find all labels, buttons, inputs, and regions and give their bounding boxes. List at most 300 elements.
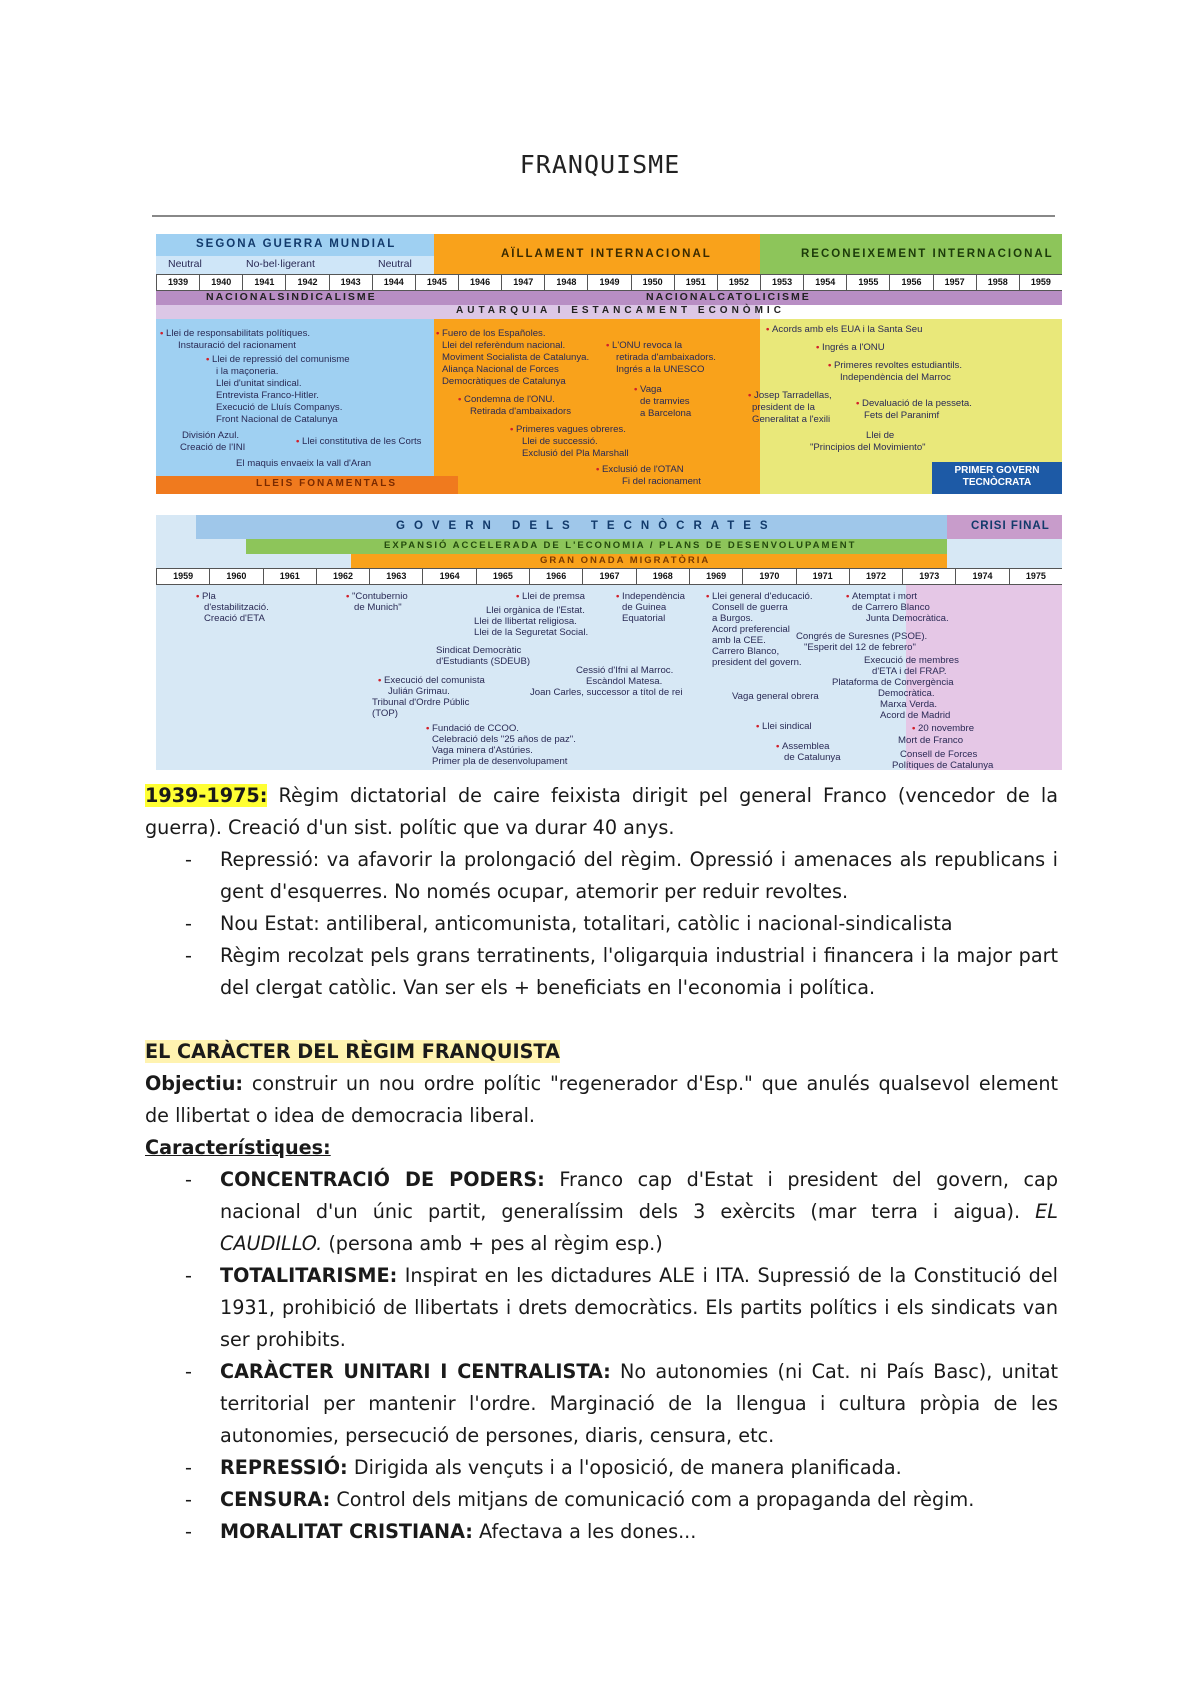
timeline-event: [216, 366, 278, 378]
timeline-event-text: Llei sindical: [762, 721, 812, 732]
timeline-event: [182, 430, 239, 442]
timeline-event: [236, 458, 371, 470]
timeline-event-text: Llei general d'educació.: [712, 591, 813, 602]
timeline-event: [852, 602, 930, 614]
timeline-event-text: Primer pla de desenvolupament: [432, 756, 568, 767]
timeline-event-text: Junta Democràtica.: [866, 613, 949, 624]
timeline-1939-1959: [156, 234, 1062, 494]
intro-bullet-1: - Repressió: va afavorir la prolongació del règim. Opressió i amenaces als republicans i gent d'esquerres. No només ocupar, atemorir per reduir revoltes.: [185, 848, 1058, 903]
timeline-event: [486, 605, 585, 617]
timeline-event: [732, 691, 819, 703]
timeline-event-text: Execució de membres: [864, 655, 959, 666]
timeline-event-text: Llei de llibertat religiosa.: [474, 616, 577, 627]
timeline-event: [436, 328, 546, 340]
timeline-event-text: d'ETA i del FRAP.: [872, 666, 947, 677]
timeline-event: [178, 340, 296, 352]
year-1944: 1944: [372, 274, 416, 291]
timeline-event: [776, 741, 830, 753]
timeline-event-text: Fuero de los Españoles.: [442, 328, 546, 339]
timeline-event: [206, 354, 350, 366]
timeline-event: [432, 734, 576, 746]
onada-label: GRAN ONADA MIGRATÒRIA: [540, 555, 711, 566]
timeline-event-text: Primeres vagues obreres.: [516, 424, 626, 435]
timeline-event-text: d'Estudiants (SDEUB): [436, 656, 531, 667]
timeline-event-text: Joan Carles, successor a títol de rei: [530, 687, 683, 698]
ww2-neutral-2: Neutral: [378, 258, 412, 270]
caract-item-4-label: REPRESSIÓ:: [220, 1456, 348, 1479]
timeline-event: [474, 616, 577, 628]
title-divider: [152, 215, 1055, 217]
timeline-event-text: Vaga minera d'Astúries.: [432, 745, 533, 756]
timeline-event: [864, 410, 939, 422]
bullet-icon: •: [816, 342, 823, 353]
timeline-event-text: Acord de Madrid: [880, 710, 951, 721]
timeline-event: [522, 436, 598, 448]
timeline-event-text: Aliança Nacional de Forces: [442, 364, 559, 375]
timeline-event-text: Ingrés a la UNESCO: [616, 364, 705, 375]
timeline-event-text: president de la: [752, 402, 815, 413]
timeline-event-text: Cessió d'Ifni al Marroc.: [576, 665, 674, 676]
timeline-event: [616, 591, 685, 603]
caract-item-1: - CONCENTRACIÓ DE PODERS: Franco cap d'Estat i president del govern, cap nacional d'un únic partit, generalíssim dels 3 exèrcits (mar terra i aigua). EL CAUDILLO. (persona amb + pes al règim esp.): [185, 1168, 1058, 1255]
bullet-icon: •: [828, 360, 835, 371]
year-1970: 1970: [742, 568, 796, 585]
timeline-event: [856, 398, 972, 410]
year-1941: 1941: [242, 274, 286, 291]
bullet-icon: •: [516, 591, 523, 602]
timeline-event: [912, 723, 974, 735]
timeline-event-text: División Azul.: [182, 430, 240, 441]
timeline-event-text: Democràtica.: [878, 688, 935, 699]
timeline-event-text: Creació d'ETA: [204, 613, 265, 624]
timeline-event: [828, 360, 962, 372]
year-1964: 1964: [422, 568, 476, 585]
timeline-event: [840, 372, 951, 384]
timeline-event-text: Pla: [202, 591, 216, 602]
bullet-icon: •: [616, 591, 623, 602]
timeline-event: [706, 591, 813, 603]
timeline-event: [878, 688, 935, 700]
ww2-neutral-1: Neutral: [168, 258, 202, 270]
year-1954: 1954: [803, 274, 847, 291]
caract-item-6-text: Afectava a les dones...: [472, 1520, 697, 1543]
year-1952: 1952: [717, 274, 761, 291]
year-1947: 1947: [501, 274, 545, 291]
year-1975: 1975: [1009, 568, 1062, 585]
primer-govern-label: PRIMER GOVERN TECNÒCRATA: [954, 465, 1040, 488]
caract-label: Característiques:: [145, 1136, 331, 1159]
timeline-event-text: Atemptat i mort: [852, 591, 918, 602]
year-1961: 1961: [263, 568, 317, 585]
timeline-event-text: Independència del Marroc: [840, 372, 951, 383]
timeline-event: [872, 666, 947, 678]
timeline-event: [622, 476, 701, 488]
year-1949: 1949: [587, 274, 631, 291]
timeline-event-text: Llei de responsabilitats polítiques.: [166, 328, 311, 339]
timeline-event: [354, 602, 402, 614]
timeline-event-text: Carrero Blanco,: [712, 646, 780, 657]
timeline-event-text: Sindicat Democràtic: [436, 645, 522, 656]
timeline-event: [866, 613, 949, 625]
timeline-event-text: El maquis envaeix la vall d'Aran: [236, 458, 372, 469]
bullet-icon: •: [776, 741, 783, 752]
crisi-label: CRISI FINAL: [971, 520, 1050, 532]
year-1967: 1967: [582, 568, 636, 585]
caract-item-2-text: Inspirat en les dictadures ALE i ITA. Supressió de la Constitució del 1931, prohibició de llibertats i drets democràtics. Els partits polítics i els sindicats van ser prohibits.: [220, 1264, 1058, 1351]
bullet-icon: •: [606, 340, 613, 351]
intro-bullet-2-text: Nou Estat: antiliberal, anticomunista, totalitari, catòlic i nacional-sindicalista: [220, 912, 953, 935]
timeline-event: [204, 602, 269, 614]
timeline-event: [752, 414, 830, 426]
timeline-event-text: Instauració del racionament: [178, 340, 296, 351]
year-1946: 1946: [458, 274, 502, 291]
timeline-event: [816, 342, 885, 354]
caracter-heading: EL CARÀCTER DEL RÈGIM FRANQUISTA: [145, 1040, 560, 1063]
timeline-event: [522, 448, 629, 460]
timeline-event-text: de Catalunya: [784, 752, 841, 763]
timeline-event-text: Llei de: [866, 430, 895, 441]
timeline-event: [712, 602, 788, 614]
timeline-event: [866, 430, 894, 442]
period-recognition-label: RECONEIXEMENT INTERNACIONAL: [801, 248, 1054, 260]
timeline-event-text: Independència: [622, 591, 685, 602]
timeline-event: [426, 723, 519, 735]
timeline-event: [474, 627, 588, 639]
timeline-event: [372, 697, 469, 709]
timeline-event: [216, 402, 342, 414]
timeline-event: [470, 406, 571, 418]
autarky-label: AUTARQUIA I ESTANCAMENT ECONÒMIC: [456, 305, 785, 316]
timeline-event-text: Primeres revoltes estudiantils.: [834, 360, 962, 371]
objectiu-paragraph: [145, 1068, 1058, 1132]
timeline-event: [530, 687, 683, 699]
timeline-event-text: Vaga general obrera: [732, 691, 819, 702]
timeline-event: [880, 710, 950, 722]
timeline-event-text: Plataforma de Convergència: [832, 677, 954, 688]
caract-label-line: [145, 1132, 1058, 1164]
bullet-icon: •: [346, 591, 353, 602]
timeline-event-text: Condemna de l'ONU.: [464, 394, 555, 405]
timeline-event-text: a Burgos.: [712, 613, 754, 624]
timeline-event-text: Creació de l'INI: [180, 442, 246, 453]
intro-bullet-1-text: Repressió: va afavorir la prolongació del règim. Opressió i amenaces als republicans i gent d'esquerres. No només ocupar, atemorir per reduir revoltes.: [220, 848, 1058, 903]
timeline-event: [204, 613, 265, 625]
year-1959: 1959: [1019, 274, 1062, 291]
timeline-event-text: "Contubernio: [352, 591, 408, 602]
timeline-event: [216, 378, 302, 390]
intro-bullet-2: - Nou Estat: antiliberal, anticomunista, totalitari, catòlic i nacional-sindicalista: [185, 912, 953, 935]
timeline-event: [810, 442, 926, 454]
timeline-event-text: de tramvies: [640, 396, 690, 407]
timeline-event-text: Mort de Franco: [898, 735, 964, 746]
year-1939: 1939: [156, 274, 200, 291]
bullet-icon: •: [634, 384, 641, 395]
intro-paragraph: [145, 780, 1058, 844]
timeline-event-text: Assemblea: [782, 741, 830, 752]
timeline-event-text: Acords amb els EUA i la Santa Seu: [772, 324, 923, 335]
timeline-event: [216, 414, 338, 426]
caract-item-1-text: Franco cap d'Estat i president del govern, cap nacional d'un únic partit, generalíssim dels 3 exèrcits (mar terra i aigua).: [220, 1168, 1058, 1223]
timeline-event: [712, 657, 802, 669]
year-axis-2: [156, 568, 1062, 585]
caract-item-5: - CENSURA: Control dels mitjans de comunicació com a propaganda del règim.: [185, 1488, 975, 1511]
timeline-event-text: Llei d'unitat sindical.: [216, 378, 302, 389]
timeline-event: [436, 656, 530, 668]
timeline-event-text: Ingrés a l'ONU: [822, 342, 885, 353]
bullet-icon: •: [510, 424, 517, 435]
bullet-icon: •: [296, 436, 303, 447]
timeline-event-text: Llei del referèndum nacional.: [442, 340, 566, 351]
timeline-event-text: Julián Grimau.: [388, 686, 450, 697]
timeline-event: [880, 699, 937, 711]
timeline-event: [442, 376, 566, 388]
timeline-event: [432, 756, 567, 768]
timeline-event: [436, 645, 521, 657]
timeline-event: [796, 631, 927, 643]
caract-item-1-label: CONCENTRACIÓ DE PODERS:: [220, 1168, 545, 1191]
timeline-event: [510, 424, 626, 436]
timeline-event: [712, 624, 790, 636]
timeline-event-text: (TOP): [372, 708, 398, 719]
timeline-event-text: Consell de Forces: [900, 749, 978, 760]
objectiu-text: construir un nou ordre polític "regenerador d'Esp." que anulés qualsevol element de llibertat o idea de democracia liberal.: [145, 1072, 1058, 1127]
timeline-event: [756, 721, 812, 733]
year-1950: 1950: [631, 274, 675, 291]
bullet-icon: •: [856, 398, 863, 409]
bullet-icon: •: [206, 354, 213, 365]
caracter-heading-line: [145, 1036, 1058, 1068]
bullet-icon: •: [748, 390, 755, 401]
timeline-event-text: Vaga: [640, 384, 662, 395]
timeline-event-text: Marxa Verda.: [880, 699, 938, 710]
bullet-icon: •: [436, 328, 443, 339]
timeline-event-text: president del govern.: [712, 657, 802, 668]
intro-bullet-3: - Règim recolzat pels grans terratinents, l'oligarquia industrial i financera i la major part del clergat catòlic. Van ser els + beneficiats en l'economia i política.: [185, 944, 1058, 999]
timeline-event: [576, 665, 673, 677]
timeline-event-text: Democràtiques de Catalunya: [442, 376, 566, 387]
bullet-icon: •: [426, 723, 433, 734]
timeline-event-text: L'ONU revoca la: [612, 340, 683, 351]
timeline-event-text: Fundació de CCOO.: [432, 723, 519, 734]
timeline-event-text: i la maçoneria.: [216, 366, 279, 377]
page-title: FRANQUISME: [519, 150, 681, 179]
govern-label: GOVERN DELS TECNÒCRATES: [396, 520, 777, 532]
bullet-icon: •: [706, 591, 713, 602]
timeline-event-text: de Munich": [354, 602, 402, 613]
timeline-event-text: a Barcelona: [640, 408, 692, 419]
timeline-event-text: Retirada d'ambaixadors: [470, 406, 572, 417]
period-isolation-label: AÏLLAMENT INTERNACIONAL: [501, 248, 712, 260]
timeline-event: [378, 675, 485, 687]
timeline-event: [160, 328, 310, 340]
timeline-event: [622, 613, 665, 625]
timeline-event: [900, 749, 977, 761]
leis-label: LLEIS FONAMENTALS: [256, 478, 398, 489]
timeline-event: [622, 602, 666, 614]
caract-item-1-italic: EL CAUDILLO.: [220, 1200, 1058, 1255]
timeline-event: [296, 436, 421, 448]
timeline-event-text: Exclusió del Pla Marshall: [522, 448, 629, 459]
timeline-event: [442, 364, 559, 376]
timeline-event: [712, 635, 766, 647]
year-1948: 1948: [544, 274, 588, 291]
caract-item-2: - TOTALITARISME: Inspirat en les dictadures ALE i ITA. Supressió de la Constitució del 1931, prohibició de llibertats i drets democràtics. Els partits polítics i els sindicats van ser prohibits.: [185, 1264, 1058, 1351]
caract-item-6-label: MORALITAT CRISTIANA:: [220, 1520, 473, 1543]
year-1956: 1956: [889, 274, 933, 291]
timeline-event: [712, 613, 753, 625]
year-1963: 1963: [369, 568, 423, 585]
year-1953: 1953: [760, 274, 804, 291]
bullet-icon: •: [458, 394, 465, 405]
bullet-icon: •: [596, 464, 603, 475]
caract-item-6: - MORALITAT CRISTIANA: Afectava a les dones...: [185, 1520, 697, 1543]
year-1955: 1955: [846, 274, 890, 291]
timeline-event-text: Moviment Socialista de Catalunya.: [442, 352, 590, 363]
timeline-event: [784, 752, 841, 764]
timeline-event-text: Llei de successió.: [522, 436, 598, 447]
caract-item-1-tail: (persona amb + pes al règim esp.): [322, 1232, 663, 1255]
ideology-nc-label: NACIONALCATOLICISME: [646, 291, 811, 303]
timeline-event-text: d'estabilització.: [204, 602, 269, 613]
intro-section: [145, 780, 1058, 1548]
year-1966: 1966: [529, 568, 583, 585]
year-1974: 1974: [955, 568, 1009, 585]
year-1968: 1968: [636, 568, 690, 585]
timeline-event: [196, 591, 216, 603]
timeline-event: [458, 394, 555, 406]
year-1951: 1951: [674, 274, 718, 291]
year-1973: 1973: [902, 568, 956, 585]
caract-item-2-label: TOTALITARISME:: [220, 1264, 398, 1287]
timeline-event-text: Josep Tarradellas,: [754, 390, 832, 401]
timeline-event-text: Polítiques de Catalunya: [892, 760, 994, 770]
timeline-event-text: amb la CEE.: [712, 635, 766, 646]
timeline-event-text: Llei de repressió del comunisme: [212, 354, 350, 365]
objectiu-label: Objectiu:: [145, 1072, 244, 1095]
timeline-event: [516, 591, 585, 603]
timeline-event-text: Consell de guerra: [712, 602, 788, 613]
timeline-event-text: Execució del comunista: [384, 675, 485, 686]
year-1942: 1942: [285, 274, 329, 291]
timeline-event-text: Fi del racionament: [622, 476, 701, 487]
timeline-1959-1975: [156, 515, 1062, 770]
caract-item-3-text: No autonomies (ni Cat. ni País Basc), unitat territorial per mantenir l'ordre. Marginació de la llengua i cultura pròpia de les autonomies, persecució de persones, diaris, censura, etc.: [220, 1360, 1059, 1447]
period-ww2-label: SEGONA GUERRA MUNDIAL: [196, 238, 397, 250]
expansio-label: EXPANSIÓ ACCELERADA DE L'ECONOMIA / PLANS DE DESENVOLUPAMENT: [384, 540, 857, 551]
timeline-event-text: Escàndol Matesa.: [586, 676, 663, 687]
timeline-event: [864, 655, 959, 667]
year-1960: 1960: [209, 568, 263, 585]
timeline-event-text: Llei de premsa: [522, 591, 585, 602]
year-1943: 1943: [329, 274, 373, 291]
year-1945: 1945: [415, 274, 459, 291]
timeline-event: [432, 745, 533, 757]
caract-item-4: - REPRESSIÓ: Dirigida als vençuts i a l'oposició, de manera planificada.: [185, 1456, 902, 1479]
timeline-event-text: de Guinea: [622, 602, 667, 613]
timeline-event-text: Celebració dels "25 años de paz".: [432, 734, 576, 745]
timeline-event: [640, 408, 691, 420]
intro-text: Règim dictatorial de caire feixista dirigit pel general Franco (vencedor de la guerra). Creació d'un sist. polític que va durar 40 anys.: [145, 784, 1058, 839]
caract-item-5-label: CENSURA:: [220, 1488, 331, 1511]
timeline-event: [372, 708, 398, 720]
timeline-event-text: de Carrero Blanco: [852, 602, 930, 613]
year-1940: 1940: [199, 274, 243, 291]
timeline-event: [388, 686, 450, 698]
timeline-event: [216, 390, 319, 402]
timeline-event: [846, 591, 917, 603]
intro-dates: 1939-1975:: [145, 784, 268, 807]
timeline-event: [346, 591, 408, 603]
timeline-event: [606, 340, 682, 352]
timeline-event-text: Llei orgànica de l'Estat.: [486, 605, 585, 616]
timeline-event-text: Generalitat a l'exili: [752, 414, 831, 425]
timeline-event: [180, 442, 245, 454]
intro-bullet-3-text: Règim recolzat pels grans terratinents, l'oligarquia industrial i financera i la major part del clergat catòlic. Van ser els + beneficiats en l'economia i política.: [220, 944, 1058, 999]
year-axis-1: [156, 274, 1062, 291]
timeline-event: [640, 396, 690, 408]
bullet-icon: •: [160, 328, 167, 339]
timeline-event: [596, 464, 684, 476]
caract-item-4-text: Dirigida als vençuts i a l'oposició, de manera planificada.: [347, 1456, 902, 1479]
timeline-event-text: Tribunal d'Ordre Públic: [372, 697, 470, 708]
bullet-icon: •: [846, 591, 853, 602]
timeline-event: [892, 760, 993, 770]
ideology-ns-label: NACIONALSINDICALISME: [206, 291, 377, 303]
timeline-event-text: 20 novembre: [918, 723, 975, 734]
timeline-event: [748, 390, 832, 402]
timeline-event-text: Fets del Paranimf: [864, 410, 940, 421]
timeline-event-text: retirada d'ambaixadors.: [616, 352, 716, 363]
caract-item-3-label: CARÀCTER UNITARI I CENTRALISTA:: [220, 1360, 611, 1383]
timeline-event-text: Equatorial: [622, 613, 666, 624]
timeline-event: [442, 352, 589, 364]
bullet-icon: •: [912, 723, 919, 734]
year-1958: 1958: [976, 274, 1020, 291]
year-1972: 1972: [849, 568, 903, 585]
year-1971: 1971: [796, 568, 850, 585]
timeline-event: [712, 646, 779, 658]
bullet-icon: •: [756, 721, 763, 732]
timeline-event-text: Llei constitutiva de les Corts: [302, 436, 422, 447]
timeline-event: [832, 677, 954, 689]
bullet-icon: •: [196, 591, 203, 602]
caract-item-5-text: Control dels mitjans de comunicació com a propaganda del règim.: [330, 1488, 975, 1511]
year-1959: 1959: [156, 568, 210, 585]
timeline-event: [442, 340, 565, 352]
timeline-event: [804, 642, 916, 654]
timeline-event-text: Devaluació de la pesseta.: [862, 398, 972, 409]
timeline-event: [766, 324, 922, 336]
year-1969: 1969: [689, 568, 743, 585]
ww2-nonbel: No-bel·ligerant: [246, 258, 315, 270]
timeline-event: [616, 364, 705, 376]
bullet-icon: •: [766, 324, 773, 335]
timeline-event: [898, 735, 963, 747]
timeline-event-text: Entrevista Franco-Hitler.: [216, 390, 319, 401]
timeline-event-text: "Principios del Movimiento": [810, 442, 926, 453]
year-1965: 1965: [476, 568, 530, 585]
timeline-event-text: Acord preferencial: [712, 624, 790, 635]
year-1957: 1957: [933, 274, 977, 291]
timeline-event-text: Llei de la Seguretat Social.: [474, 627, 589, 638]
timeline-event-text: Exclusió de l'OTAN: [602, 464, 684, 475]
timeline-event-text: "Esperit del 12 de febrero": [804, 642, 916, 653]
timeline-event-text: Execució de Lluís Companys.: [216, 402, 343, 413]
timeline-event-text: Front Nacional de Catalunya: [216, 414, 338, 425]
caract-item-3: - CARÀCTER UNITARI I CENTRALISTA: No autonomies (ni Cat. ni País Basc), unitat territorial per mantenir l'ordre. Marginació de la llengua i cultura pròpia de les autonomies, persecució de persones, diaris, censura, etc.: [185, 1360, 1059, 1447]
timeline-event: [616, 352, 716, 364]
year-1962: 1962: [316, 568, 370, 585]
